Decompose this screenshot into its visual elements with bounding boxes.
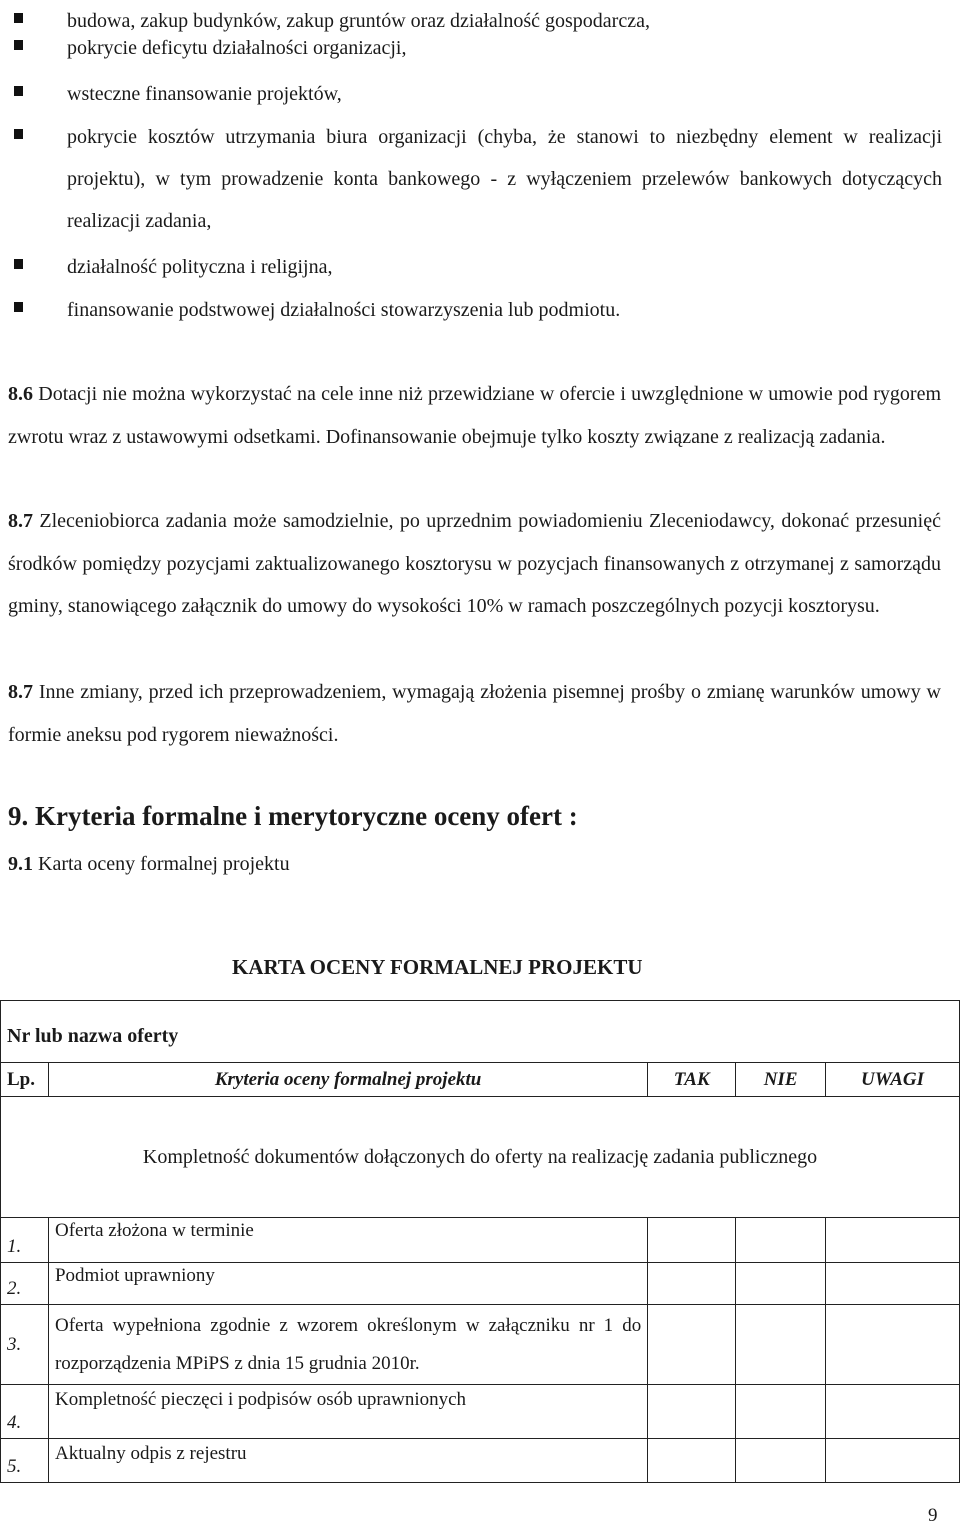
formal-evaluation-table [0,1000,960,1483]
list-item [0,289,960,331]
square-bullet-icon [14,302,23,312]
square-bullet-icon [14,40,23,50]
header-yes: TAK [648,1063,736,1097]
yes-cell[interactable] [648,1385,736,1439]
offer-row [1,1001,960,1063]
header-notes: UWAGI [826,1063,960,1097]
list-item [0,116,960,242]
subsection-text: Karta oceny formalnej projektu [33,853,290,875]
bullet-text: pokrycie deficytu działalności organizacji, [67,37,407,59]
subsection-heading [8,853,290,876]
bullet-text: budowa, zakup budynków, zakup gruntów oraz działalność gospodarcza, [67,10,650,32]
table-row [1,1385,960,1439]
header-criteria: Kryteria oceny formalnej projektu [48,1063,647,1097]
paragraph-8-7-b [8,671,941,756]
paragraph-number: 8.7 [8,510,33,532]
row-lp: 4. [1,1385,49,1439]
card-title: KARTA OCENY FORMALNEJ PROJEKTU [232,955,643,979]
offer-label: Nr lub nazwa oferty [1,1001,960,1063]
table-row [1,1305,960,1385]
no-cell[interactable] [736,1439,826,1483]
square-bullet-icon [14,129,23,139]
row-lp: 3. [1,1305,49,1385]
header-lp: Lp. [1,1063,49,1097]
yes-cell[interactable] [648,1439,736,1483]
yes-cell[interactable] [648,1263,736,1305]
table-row [1,1263,960,1305]
paragraph-number: 8.7 [8,681,33,703]
bullet-text: działalność polityczna i religijna, [67,256,333,278]
notes-cell[interactable] [826,1218,960,1263]
notes-cell[interactable] [826,1385,960,1439]
subsection-number: 9.1 [8,853,33,875]
notes-cell[interactable] [826,1439,960,1483]
yes-cell[interactable] [648,1305,736,1385]
paragraph-text: Zleceniobiorca zadania może samodzielnie, po uprzednim powiadomieniu Zleceniodawcy, dokonać przesunięć środków pomiędzy pozycjami zaktualizowanego kosztorysu w pozycjach finansowanych z otrzymanej z samorządu gminy, stanowiącego załącznik do umowy do wysokości 10% w ramach poszczególnych pozycji kosztorysu. [8,510,941,617]
list-item [0,246,960,288]
paragraph-8-6 [8,373,941,458]
paragraph-number: 8.6 [8,383,33,405]
header-row [1,1063,960,1097]
yes-cell[interactable] [648,1218,736,1263]
section-row [1,1097,960,1218]
row-text: Podmiot uprawniony [48,1263,647,1305]
list-item [0,27,960,69]
paragraph-8-7-a [8,500,941,628]
row-text: Aktualny odpis z rejestru [48,1439,647,1483]
table-row [1,1218,960,1263]
section-heading: 9. Kryteria formalne i merytoryczne oceny ofert : [8,801,578,831]
no-cell[interactable] [736,1385,826,1439]
row-lp: 2. [1,1263,49,1305]
page-number: 9 [928,1505,938,1526]
notes-cell[interactable] [826,1263,960,1305]
paragraph-text: Dotacji nie można wykorzystać na cele inne niż przewidziane w ofercie i uwzględnione w umowie pod rygorem zwrotu wraz z ustawowymi odsetkami. Dofinansowanie obejmuje tylko koszty związane z realizacją zadania. [8,383,941,448]
bullet-text: finansowanie podstwowej działalności stowarzyszenia lub podmiotu. [67,299,621,321]
row-text: Oferta złożona w terminie [48,1218,647,1263]
no-cell[interactable] [736,1263,826,1305]
row-lp: 1. [1,1218,49,1263]
square-bullet-icon [14,13,23,23]
header-no: NIE [736,1063,826,1097]
bullet-text: pokrycie kosztów utrzymania biura organizacji (chyba, że stanowi to niezbędny element w realizacji projektu), w tym prowadzenie konta bankowego - z wyłączeniem przelewów bankowych dotyczących realizacji zadania, [67,126,942,232]
row-text: Kompletność pieczęci i podpisów osób uprawnionych [48,1385,647,1439]
no-cell[interactable] [736,1305,826,1385]
paragraph-text: Inne zmiany, przed ich przeprowadzeniem, wymagają złożenia pisemnej prośby o zmianę warunków umowy w formie aneksu pod rygorem nieważności. [8,681,941,746]
notes-cell[interactable] [826,1305,960,1385]
row-lp: 5. [1,1439,49,1483]
square-bullet-icon [14,86,23,96]
bullet-text: wsteczne finansowanie projektów, [67,83,342,105]
square-bullet-icon [14,259,23,269]
no-cell[interactable] [736,1218,826,1263]
list-item [0,73,960,115]
row-text: Oferta wypełniona zgodnie z wzorem określonym w załączniku nr 1 do rozporządzenia MPiPS z dnia 15 grudnia 2010r. [48,1305,647,1385]
section-title: Kompletność dokumentów dołączonych do oferty na realizację zadania publicznego [1,1097,960,1218]
table-row [1,1439,960,1483]
